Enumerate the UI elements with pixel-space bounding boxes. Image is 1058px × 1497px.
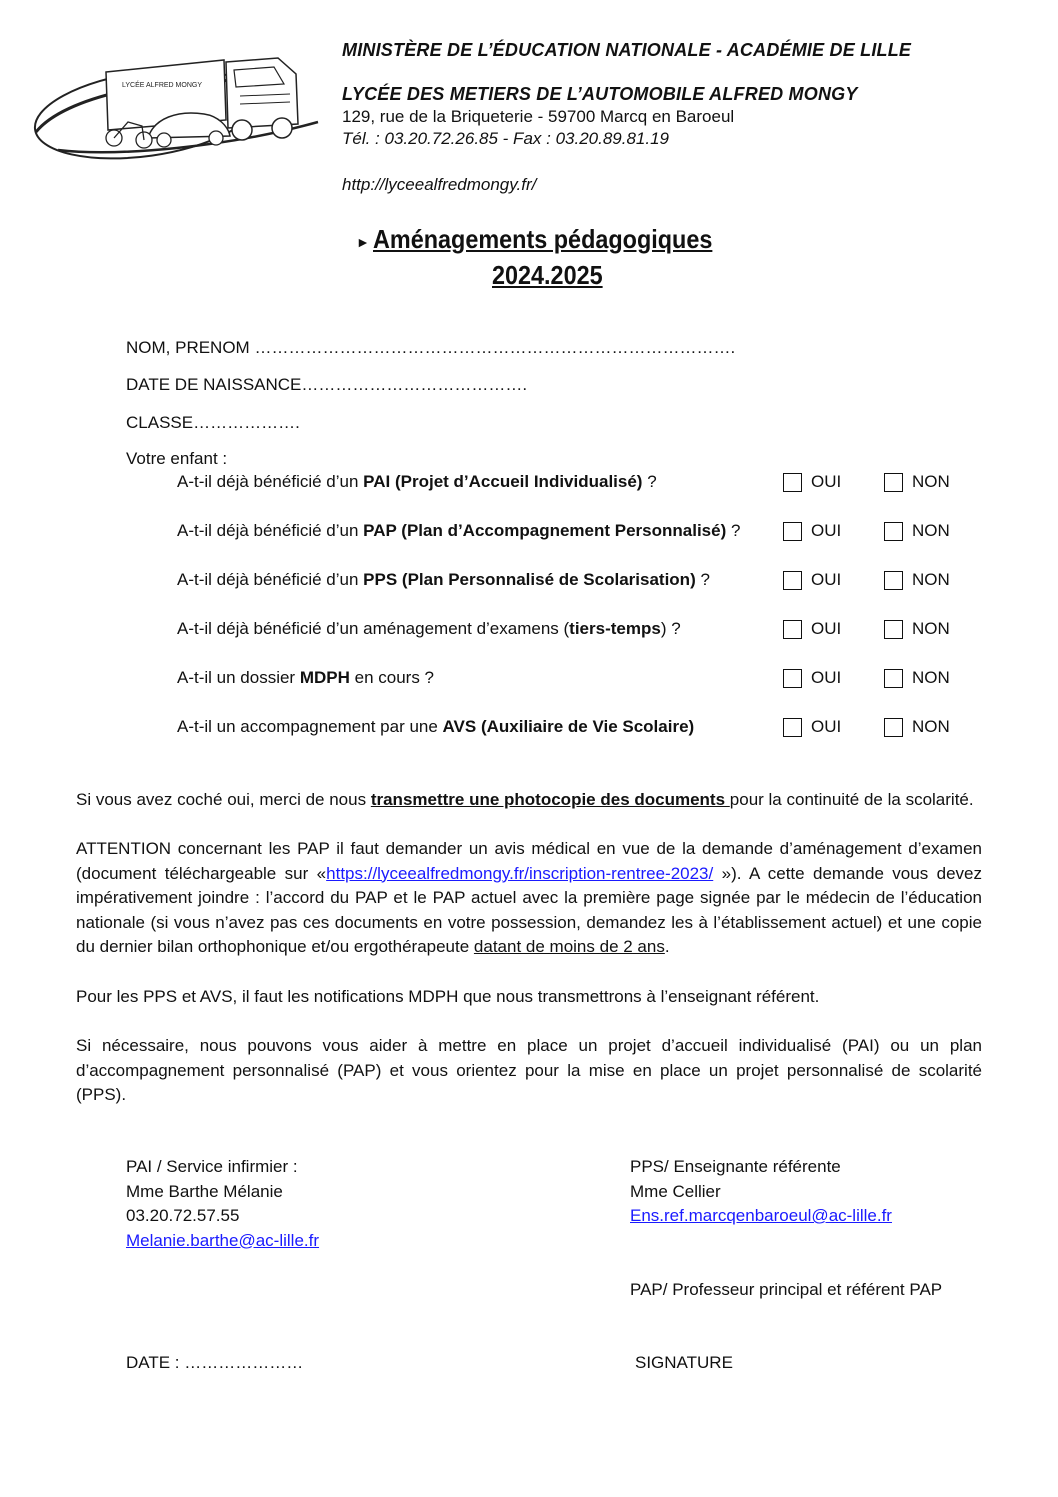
checkbox-oui-label: OUI xyxy=(811,570,842,589)
question-text-end: ? xyxy=(726,521,741,540)
pps-name: Mme Cellier xyxy=(630,1181,721,1201)
pai-contact xyxy=(126,1155,319,1253)
question-key-term: PPS (Plan Personnalisé de Scolarisation) xyxy=(363,570,696,589)
school-logo xyxy=(28,52,334,160)
checkbox-non[interactable] xyxy=(884,620,903,639)
question-key-term: AVS (Auxiliaire de Vie Scolaire) xyxy=(442,717,695,736)
school-phone: Tél. : 03.20.72.26.85 - Fax : 03.20.89.81.19 xyxy=(342,129,670,148)
checkbox-non-label: NON xyxy=(912,521,950,540)
checkbox-oui[interactable] xyxy=(783,522,802,541)
question-key-term: tiers-temps xyxy=(569,619,661,638)
signature-label: SIGNATURE xyxy=(635,1353,733,1372)
checkbox-non[interactable] xyxy=(884,522,903,541)
class-field[interactable]: CLASSE………………. xyxy=(126,413,300,432)
checkbox-non[interactable] xyxy=(884,571,903,590)
checkbox-non-label: NON xyxy=(912,717,950,736)
page-title-year: 2024.2025 xyxy=(492,260,603,290)
paragraph-transmit-pre: Si vous avez coché oui, merci de nous xyxy=(76,790,371,809)
pap-title: PAP/ Professeur principal et référent PAP xyxy=(630,1280,943,1299)
school-website[interactable]: http://lyceealfredmongy.fr/ xyxy=(342,175,537,194)
question-text: A-t-il déjà bénéficié d’un xyxy=(177,521,364,540)
question-2 xyxy=(177,521,740,541)
checkbox-non-label: NON xyxy=(912,472,950,491)
checkbox-oui-label: OUI xyxy=(811,668,842,687)
checkbox-non[interactable] xyxy=(884,718,903,737)
question-1 xyxy=(177,472,657,492)
pai-title: PAI / Service infirmier : xyxy=(126,1157,298,1176)
pai-email-link[interactable]: Melanie.barthe@ac-lille.fr xyxy=(126,1230,320,1250)
pps-email-link[interactable]: Ens.ref.marcqenbaroeul@ac-lille.fr xyxy=(630,1206,892,1225)
pai-name: Mme Barthe Mélanie xyxy=(126,1181,283,1201)
ministry-heading: MINISTÈRE DE L’ÉDUCATION NATIONALE - ACADÉMIE DE LILLE xyxy=(342,40,912,60)
question-key-term: PAI (Projet d’Accueil Individualisé) xyxy=(363,472,643,491)
question-text: A-t-il un dossier xyxy=(177,668,300,687)
checkbox-non-label: NON xyxy=(912,570,950,589)
checkbox-oui[interactable] xyxy=(783,571,802,590)
date-field[interactable]: DATE : ………………… xyxy=(126,1353,304,1372)
question-5 xyxy=(177,668,434,688)
attention-text-end: . xyxy=(664,937,670,956)
question-4 xyxy=(177,619,681,639)
checkbox-oui-label: OUI xyxy=(811,717,842,736)
question-key-term: MDPH xyxy=(299,668,350,687)
attention-text-mid: »). A cette demande vous devez impérativement joindre : l’accord du PAP et le PAP actuel avec la première page signée par le médecin de l’éducation nationale (si vous n’avez pas ces documents en votre possession, demandez les à l’établissement actuel) et une copie du dernier bilan orthophonique et/ou ergothérapeute xyxy=(76,863,982,956)
inscription-link[interactable]: https://lyceealfredmongy.fr/inscription-rentree-2023/ xyxy=(326,863,714,883)
page-title: Aménagements pédagogiques xyxy=(373,224,713,254)
school-name: LYCÉE DES METIERS DE L’AUTOMOBILE ALFRED MONGY xyxy=(342,84,858,104)
checkbox-oui[interactable] xyxy=(783,473,802,492)
paragraph-mdph: Pour les PPS et AVS, il faut les notifications MDPH que nous transmettrons à l’enseignant référent. xyxy=(76,987,820,1006)
checkbox-oui-label: OUI xyxy=(811,619,842,638)
checkbox-non-label: NON xyxy=(912,619,950,638)
paragraph-transmit-post: pour la continuité de la scolarité. xyxy=(729,790,974,809)
name-field[interactable]: NOM, PRENOM …………………………………………………………………………. xyxy=(126,338,736,357)
question-text-end: ? xyxy=(695,570,710,589)
school-address: 129, rue de la Briqueterie - 59700 Marcq en Baroeul xyxy=(342,107,735,126)
paragraph-help: Si nécessaire, nous pouvons vous aider à mettre en place un projet d’accueil individualisé (PAI) ou un plan d’accompagnement personnalisé (PAP) et vous orientez pour la mise en place un projet personnalisé de scolarité (PPS). xyxy=(76,1036,982,1104)
question-text: A-t-il déjà bénéficié d’un xyxy=(177,472,364,491)
question-text-end: en cours ? xyxy=(349,668,434,687)
question-key-term: PAP (Plan d’Accompagnement Personnalisé) xyxy=(363,521,727,540)
paragraph-transmit xyxy=(76,788,982,813)
question-6 xyxy=(177,717,694,737)
questions-intro: Votre enfant : xyxy=(126,449,228,468)
checkbox-non[interactable] xyxy=(884,669,903,688)
pps-title: PPS/ Enseignante référente xyxy=(630,1157,841,1176)
checkbox-non-label: NON xyxy=(912,668,950,687)
pai-phone: 03.20.72.57.55 xyxy=(126,1206,240,1225)
checkbox-oui-label: OUI xyxy=(811,521,842,540)
checkbox-oui-label: OUI xyxy=(811,472,842,491)
attention-text-pre: ATTENTION concernant les PAP il faut demander un avis médical en vue de la demande d’aménagement d’examen (document téléchargeable sur « xyxy=(76,839,982,883)
question-text: A-t-il déjà bénéficié d’un aménagement d’examens ( xyxy=(177,619,570,638)
attention-deadline: datant de moins de 2 ans xyxy=(473,937,665,956)
checkbox-oui[interactable] xyxy=(783,669,802,688)
question-text-end: ) ? xyxy=(660,619,681,638)
question-3 xyxy=(177,570,710,590)
checkbox-non[interactable] xyxy=(884,473,903,492)
question-text: A-t-il un accompagnement par une xyxy=(177,717,443,736)
pps-contact xyxy=(630,1155,892,1229)
checkbox-oui[interactable] xyxy=(783,620,802,639)
title-bullet-icon: ► xyxy=(356,234,370,250)
birthdate-field[interactable]: DATE DE NAISSANCE…………………………………. xyxy=(126,375,528,394)
question-text-end: ? xyxy=(642,472,657,491)
checkbox-oui[interactable] xyxy=(783,718,802,737)
paragraph-transmit-bold: transmettre une photocopie des documents xyxy=(370,790,730,809)
logo-truck-text: LYCÉE ALFRED MONGY xyxy=(122,82,203,89)
question-text: A-t-il déjà bénéficié d’un xyxy=(177,570,364,589)
paragraph-attention xyxy=(76,837,982,960)
